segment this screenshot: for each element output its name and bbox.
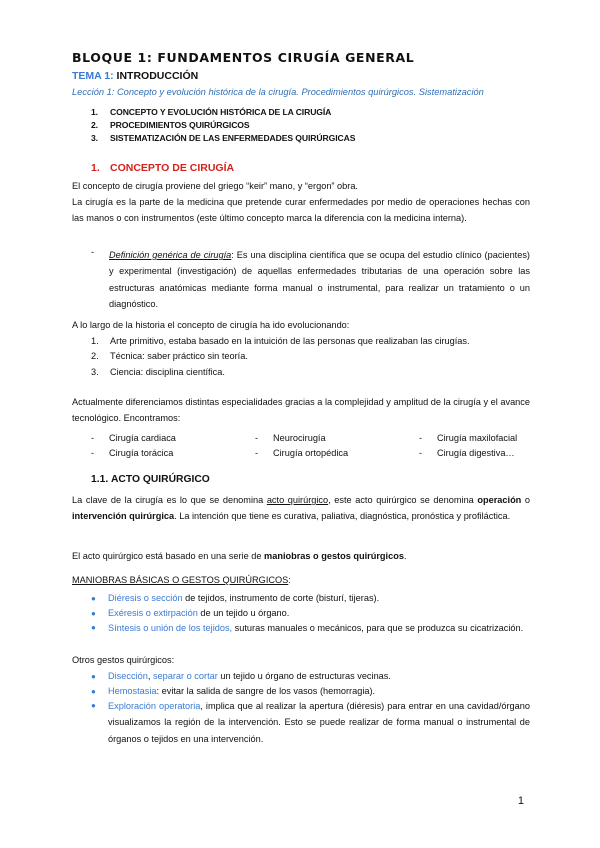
evolution-item: [91, 348, 248, 364]
specialty-label: Neurocirugía: [273, 433, 326, 443]
bullet-icon: ●: [91, 594, 96, 603]
evolution-item: [91, 333, 470, 349]
item-text: Arte primitivo, estaba basado en la intuición de las personas que realizaban las cirugías.: [110, 336, 470, 346]
toc-label: PROCEDIMIENTOS QUIRÚRGICOS: [110, 120, 250, 130]
section-title: CONCEPTO DE CIRUGÍA: [110, 162, 235, 174]
intervencion-term: intervención quirúrgica: [72, 511, 175, 522]
paragraph: El acto quirúrgico está basado en una serie de maniobras o gestos quirúrgicos.: [72, 551, 407, 561]
maniobras-heading: MANIOBRAS BÁSICAS O GESTOS QUIRÚRGICOS:: [72, 575, 291, 585]
item-number: 3.: [91, 367, 99, 377]
bullet-icon: ●: [91, 623, 96, 632]
paragraph: Otros gestos quirúrgicos:: [72, 655, 175, 665]
topic-name: INTRODUCCIÓN: [116, 70, 199, 82]
subsection-number: 1.1.: [91, 474, 109, 485]
bullet-item: [91, 620, 530, 636]
bullet-text: de tejidos, instrumento de corte (bisturí, tijeras).: [182, 593, 380, 603]
dash-marker: -: [91, 247, 95, 257]
bullet-term: Exéresis o extirpación: [108, 608, 198, 618]
acto-quirurgico-term: acto quirúrgico: [266, 495, 329, 505]
paragraph: Actualmente diferenciamos distintas especialidades gracias a la complejidad y amplitud de la cirugía y el avance tecnológico. Encontramos:: [72, 397, 530, 424]
toc-item: [91, 133, 355, 143]
paragraph: El concepto de cirugía proviene del griego “keir” mano, y “ergon” obra.: [72, 181, 358, 191]
topic-label: TEMA 1:: [72, 70, 114, 82]
bullet-text: : evitar la salida de sangre de los vasos (hemorragia).: [156, 686, 376, 696]
definition-item: [91, 247, 530, 312]
section-heading: [91, 162, 234, 174]
toc-label: CONCEPTO Y EVOLUCIÓN HISTÓRICA DE LA CIRUGÍA: [110, 107, 332, 117]
specialty-item: - Cirugía maxilofacial: [419, 433, 518, 443]
bullet-term: Exploración operatoria: [108, 701, 201, 711]
bullet-item: [91, 698, 530, 747]
toc-number: 1.: [91, 107, 98, 117]
bullet-icon: ●: [91, 687, 96, 696]
toc-label: SISTEMATIZACIÓN DE LAS ENFERMEDADES QUIRÚRGICAS: [110, 133, 356, 143]
block-title: BLOQUE 1: FUNDAMENTOS CIRUGÍA GENERAL: [72, 50, 415, 65]
item-text: Técnica: saber práctico sin teoría.: [110, 351, 248, 361]
bullet-text: suturas manuales o mecánicos, para que se produzca su cicatrización.: [232, 623, 524, 633]
topic-heading: [72, 70, 198, 82]
lesson-subtitle: Lección 1: Concepto y evolución histórica de la cirugía. Procedimientos quirúrgicos. Sistematización: [72, 87, 484, 97]
bullet-term: Diéresis o sección: [108, 593, 183, 603]
bullet-text: , implica que al realizar la apertura (diéresis) para entrar en una cavidad/órgano visualizamos la región de la intervención. Esto se puede realizar de forma manual o instrumental de órganos o tejidos en una intervención.: [108, 701, 530, 744]
paragraph: La clave de la cirugía es lo que se denomina acto quirúrgico, este acto quirúrgico se denomina operación o intervención quirúrgica. La intención que tiene es curativa, paliativa, diagnóstica, pronóstica y profiláctica.: [72, 495, 531, 522]
specialty-item: - Neurocirugía: [255, 433, 326, 443]
item-text: Ciencia: disciplina científica.: [110, 367, 225, 377]
bullet-term: Hemostasia: [108, 686, 157, 696]
specialty-item: - Cirugía cardiaca: [91, 433, 176, 443]
maniobras-term: maniobras o gestos quirúrgicos: [264, 551, 404, 561]
toc-number: 2.: [91, 120, 98, 130]
paragraph: La cirugía es la parte de la medicina que pretende curar enfermedades por medio de operaciones hechas con las manos o con instrumentos (este último concepto marca la diferencia con la medicina interna).: [72, 197, 530, 224]
bullet-item: ● Disección, separar o cortar un tejido u órgano de estructuras vecinas.: [91, 668, 391, 685]
bullet-icon: ●: [91, 609, 96, 618]
section-number: 1.: [91, 162, 100, 174]
paragraph: A lo largo de la historia el concepto de cirugía ha ido evolucionando:: [72, 320, 350, 330]
specialty-label: Cirugía ortopédica: [273, 448, 349, 458]
definition-term: Definición genérica de cirugía: [109, 250, 232, 260]
bullet-icon: ●: [91, 701, 96, 710]
bullet-term: Síntesis o unión de los tejidos,: [108, 623, 233, 633]
specialty-item: - Cirugía ortopédica: [255, 448, 349, 458]
page-number: 1: [517, 795, 524, 807]
item-number: 1.: [91, 336, 99, 346]
specialty-label: Cirugía maxilofacial: [437, 433, 518, 443]
bullet-term: Disección: [108, 671, 148, 681]
specialty-item: - Cirugía torácica: [91, 448, 174, 458]
bullet-text: de un tejido u órgano.: [197, 608, 290, 618]
definition-text: [109, 247, 530, 312]
evolution-item: [91, 364, 225, 380]
bullet-icon: ●: [91, 672, 96, 681]
subsection-heading: [91, 474, 210, 485]
bullet-term-2: separar o cortar: [152, 671, 218, 681]
toc-item: [91, 107, 331, 117]
toc-number: 3.: [91, 133, 98, 143]
definition-body: : Es una disciplina científica que se ocupa del estudio clínico (pacientes) y experimental (investigación) de aquellas enfermedades tributarias de una operación sobre las estructuras anatómicas mediante forma manual o instrumental, para realizar un tratamiento o un diagnóstico.: [109, 250, 530, 309]
bullet-text: un tejido u órgano de estructuras vecinas.: [217, 671, 391, 681]
specialty-label: Cirugía cardiaca: [109, 433, 176, 443]
operacion-term: operación: [477, 495, 522, 505]
item-number: 2.: [91, 351, 99, 361]
subsection-title: ACTO QUIRÚRGICO: [111, 474, 210, 485]
specialty-label: Cirugía torácica: [109, 448, 174, 458]
toc-item: [91, 120, 250, 130]
specialty-label: Cirugía digestiva…: [437, 448, 515, 458]
specialty-item: - Cirugía digestiva…: [419, 448, 515, 458]
